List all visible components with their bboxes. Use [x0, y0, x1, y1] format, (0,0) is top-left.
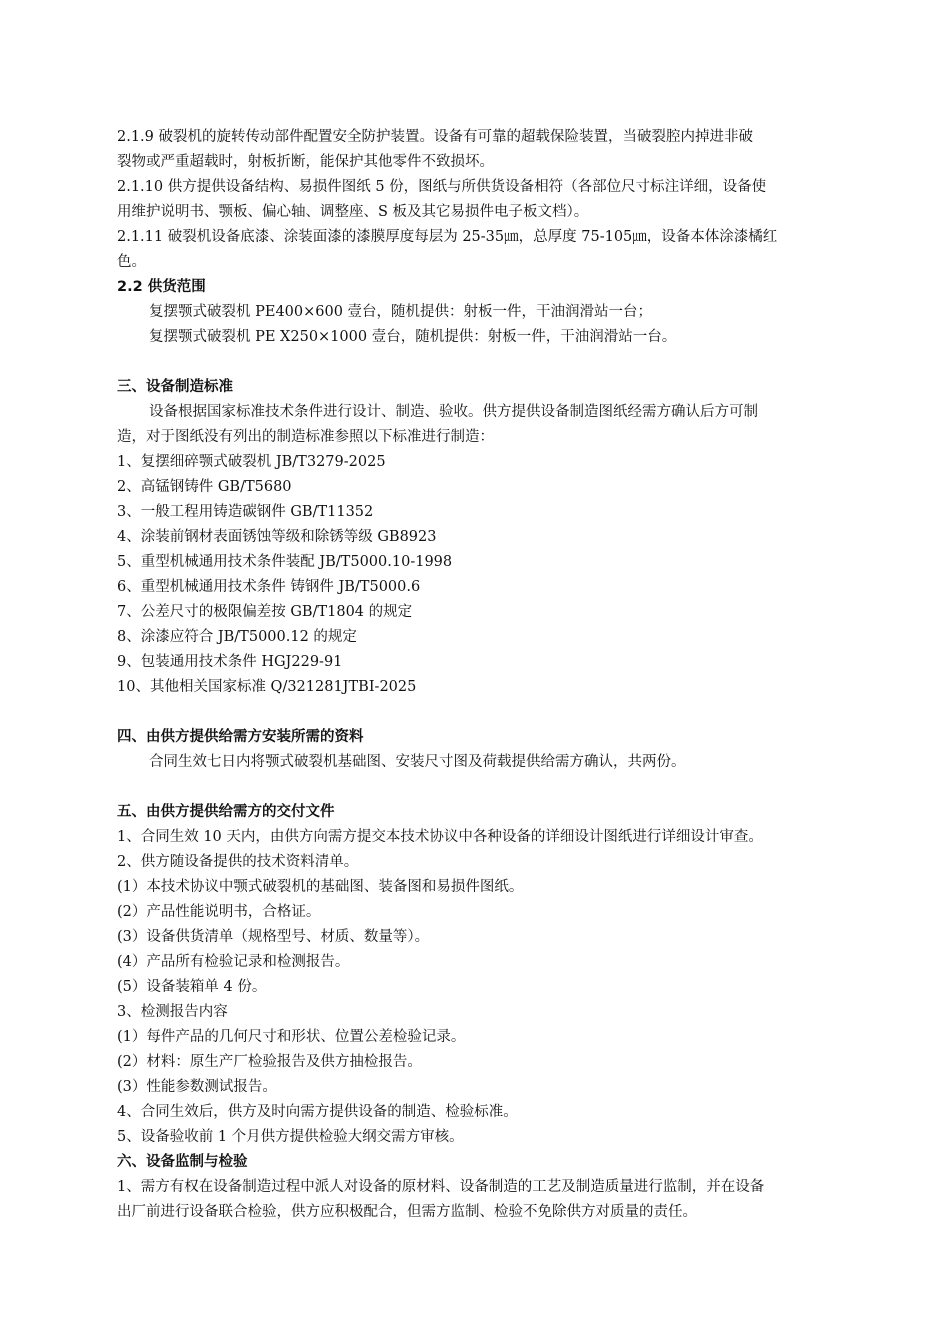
text-line: (2）材料：原生产厂检验报告及供方抽检报告。 — [117, 1054, 422, 1070]
text-line: 色。 — [117, 254, 146, 270]
section-heading: 三、设备制造标准 — [117, 379, 233, 395]
text-line: 2.1.10 供方提供设备结构、易损件图纸 5 份，图纸与所供货设备相符（各部位尺寸标注详细，设备使 — [117, 179, 767, 195]
text-line: 2、高锰钢铸件 GB/T5680 — [117, 479, 292, 495]
text-line: 裂物或严重超载时，射板折断，能保护其他零件不致损坏。 — [117, 154, 494, 170]
text-line: 2、供方随设备提供的技术资料清单。 — [117, 854, 359, 870]
text-line: 造，对于图纸没有列出的制造标准参照以下标准进行制造： — [117, 429, 494, 445]
section-heading: 四、由供方提供给需方安装所需的资料 — [117, 729, 364, 745]
text-line: 2.1.9 破裂机的旋转传动部件配置安全防护装置。设备有可靠的超载保险装置，当破裂腔内掉进非破 — [117, 129, 753, 145]
text-line: (1）本技术协议中颚式破裂机的基础图、装备图和易损件图纸。 — [117, 879, 524, 895]
document-body — [117, 125, 862, 1225]
blank-line — [117, 700, 862, 725]
text-line: (2）产品性能说明书，合格证。 — [117, 904, 321, 920]
section-heading: 六、设备监制与检验 — [117, 1154, 248, 1170]
text-line: (3）设备供货清单（规格型号、材质、数量等）。 — [117, 929, 430, 945]
text-line: (5）设备装箱单 4 份。 — [117, 979, 267, 995]
text-line: 复摆颚式破裂机 PE X250×1000 壹台，随机提供：射板一件，干油润滑站一台。 — [149, 329, 677, 345]
text-line: 9、包装通用技术条件 HGJ229-91 — [117, 654, 343, 670]
text-line: (3）性能参数测试报告。 — [117, 1079, 277, 1095]
blank-line — [117, 775, 862, 800]
text-line: 4、合同生效后，供方及时向需方提供设备的制造、检验标准。 — [117, 1104, 518, 1120]
text-line: 出厂前进行设备联合检验，供方应积极配合，但需方监制、检验不免除供方对质量的责任。 — [117, 1204, 697, 1220]
text-line: 3、检测报告内容 — [117, 1004, 228, 1020]
text-line: 合同生效七日内将颚式破裂机基础图、安装尺寸图及荷载提供给需方确认，共两份。 — [149, 754, 686, 770]
text-line: (1）每件产品的几何尺寸和形状、位置公差检验记录。 — [117, 1029, 466, 1045]
text-line: 4、涂装前钢材表面锈蚀等级和除锈等级 GB8923 — [117, 529, 437, 545]
text-line: 3、一般工程用铸造碳钢件 GB/T11352 — [117, 504, 374, 520]
text-line: 7、公差尺寸的极限偏差按 GB/T1804 的规定 — [117, 604, 413, 620]
text-line: (4）产品所有检验记录和检测报告。 — [117, 954, 350, 970]
text-line: 1、合同生效 10 天内，由供方向需方提交本技术协议中各种设备的详细设计图纸进行详细设计审查。 — [117, 829, 763, 845]
text-line: 5、重型机械通用技术条件装配 JB/T5000.10-1998 — [117, 554, 453, 570]
blank-line — [117, 350, 862, 375]
text-line: 1、需方有权在设备制造过程中派人对设备的原材料、设备制造的工艺及制造质量进行监制，并在设备 — [117, 1179, 765, 1195]
text-line: 2.1.11 破裂机设备底漆、涂装面漆的漆膜厚度每层为 25-35㎛，总厚度 75-105㎛，设备本体涂漆橘红 — [117, 229, 778, 245]
text-line: 6、重型机械通用技术条件 铸钢件 JB/T5000.6 — [117, 579, 421, 595]
section-heading: 五、由供方提供给需方的交付文件 — [117, 804, 335, 820]
text-line: 5、设备验收前 1 个月供方提供检验大纲交需方审核。 — [117, 1129, 464, 1145]
text-line: 10、其他相关国家标准 Q/321281JTBI-2025 — [117, 679, 417, 695]
text-line: 复摆颚式破裂机 PE400×600 壹台，随机提供：射板一件，干油润滑站一台； — [149, 304, 653, 320]
text-line: 用维护说明书、颚板、偏心轴、调整座、S 板及其它易损件电子板文档）。 — [117, 204, 589, 220]
text-line: 1、复摆细碎颚式破裂机 JB/T3279-2025 — [117, 454, 386, 470]
text-line: 设备根据国家标准技术条件进行设计、制造、验收。供方提供设备制造图纸经需方确认后方可制 — [149, 404, 758, 420]
section-heading: 2.2 供货范围 — [117, 279, 206, 295]
text-line: 8、涂漆应符合 JB/T5000.12 的规定 — [117, 629, 357, 645]
